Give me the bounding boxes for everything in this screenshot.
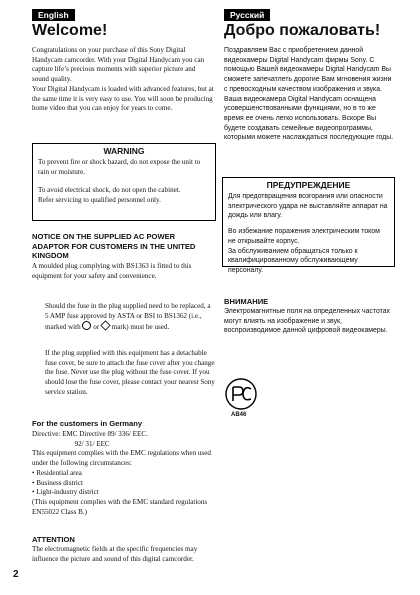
warning-text-2: To avoid electrical shock, do not open the cabinet. Refer servicing to qualified personnel only. bbox=[38, 186, 181, 205]
certification-code: AB46 bbox=[231, 412, 247, 418]
fuse-paragraph-2: If the plug supplied with this equipment has a detachable fuse cover, be sure to attach the fuse cover after you change the fuse. Never use the plug without the fuse cover. If you should lose the fuse cover, please contact your nearest Sony service station. bbox=[45, 349, 215, 396]
page-title-english: Welcome! bbox=[32, 22, 108, 39]
germany-body: Directive: EMC Directive 89/ 336/ EEC. 92/ 31/ EEC This equipment complies with the EMC regulations when used under the following circumstances: • Residential area • Business district • Light-industry district (This equipment complies with the EMC standard regulations EN55022 Class B.) bbox=[32, 430, 211, 516]
warning-text-russian-2: Во избежание поражения электрическим током не открывайте корпус. За обслуживанием обращаться только к квалифицированному обслуживающему персоналу. bbox=[228, 228, 380, 274]
language-tab-russian: Русский bbox=[224, 9, 270, 21]
intro-text-english: Congratulations on your purchase of this Sony Digital Handycam camcorder. With your Digital Handycam you can capture life’s precious moments with superior picture and sound quality. Your Digital Handycam is loaded with advanced features, but at the same time it is very easy to use. You will soon be producing home video that you can enjoy for years to come. bbox=[32, 46, 214, 113]
warning-title: WARNING bbox=[103, 146, 145, 156]
attention-body-russian: Электромагнитные поля на определенных частотах могут влиять на изображение и звук, воспроизводимое данной цифровой видеокамеры. bbox=[224, 308, 390, 335]
fuse-text-b: mark) must be used. bbox=[111, 323, 170, 332]
fuse-text-or: or bbox=[93, 323, 100, 332]
warning-text-1: To prevent fire or shock hazard, do not expose the unit to rain or moisture. bbox=[38, 158, 201, 176]
intro-text-russian: Поздравляем Вас с приобретением данной видеокамеры Digital Handycam фирмы Sony. С помощью Вашей видеокамеры Digital Handycam Вы сможете запечатлеть дорогие Вам мгновения жизни с превосходным качеством изображения и звука. Ваша видеокамера Digital Handycam оснащена усовершенствованными функциями, но в то же время ее очень легко использовать. Вскоре Вы будете создавать семейные видеопрограммы, которыми можете наслаждаться последующие годы. bbox=[224, 47, 394, 142]
notice-body: A moulded plug complying with BS1363 is fitted to this equipment for your safety and convenience. bbox=[32, 262, 192, 280]
notice-heading: NOTICE ON THE SUPPLIED AC POWER ADAPTOR FOR CUSTOMERS IN THE UNITED KINGDOM bbox=[32, 232, 196, 261]
attention-body: The electromagnetic fields at the specific frequencies may influence the picture and sound of this digital camcorder. bbox=[32, 545, 198, 563]
language-tab-english: English bbox=[32, 9, 75, 21]
page-title-russian: Добро пожаловать! bbox=[224, 22, 381, 39]
fuse-paragraph-1 bbox=[45, 302, 215, 333]
page-number: 2 bbox=[13, 569, 19, 580]
warning-text-russian-1: Для предотвращения возгорания или опасности электрического удара не выставляйте аппарат на дождь или влагу. bbox=[228, 193, 388, 220]
germany-heading: For the customers in Germany bbox=[32, 419, 143, 428]
fuse-text-a: Should the fuse in the plug supplied need to be replaced, a 5 AMP fuse approved by ASTA or BSI to BS1362 (i.e., marked with bbox=[45, 302, 211, 332]
asta-mark-icon bbox=[82, 321, 91, 330]
warning-box-english bbox=[32, 143, 216, 221]
warning-title-russian: ПРЕДУПРЕЖДЕНИЕ bbox=[266, 180, 351, 190]
gost-certification-logo-icon bbox=[224, 377, 258, 411]
attention-heading-russian: ВНИМАНИЕ bbox=[224, 297, 269, 306]
warning-box-russian bbox=[222, 177, 395, 274]
attention-heading: ATTENTION bbox=[32, 535, 75, 544]
bsi-kitemark-icon bbox=[100, 321, 110, 331]
